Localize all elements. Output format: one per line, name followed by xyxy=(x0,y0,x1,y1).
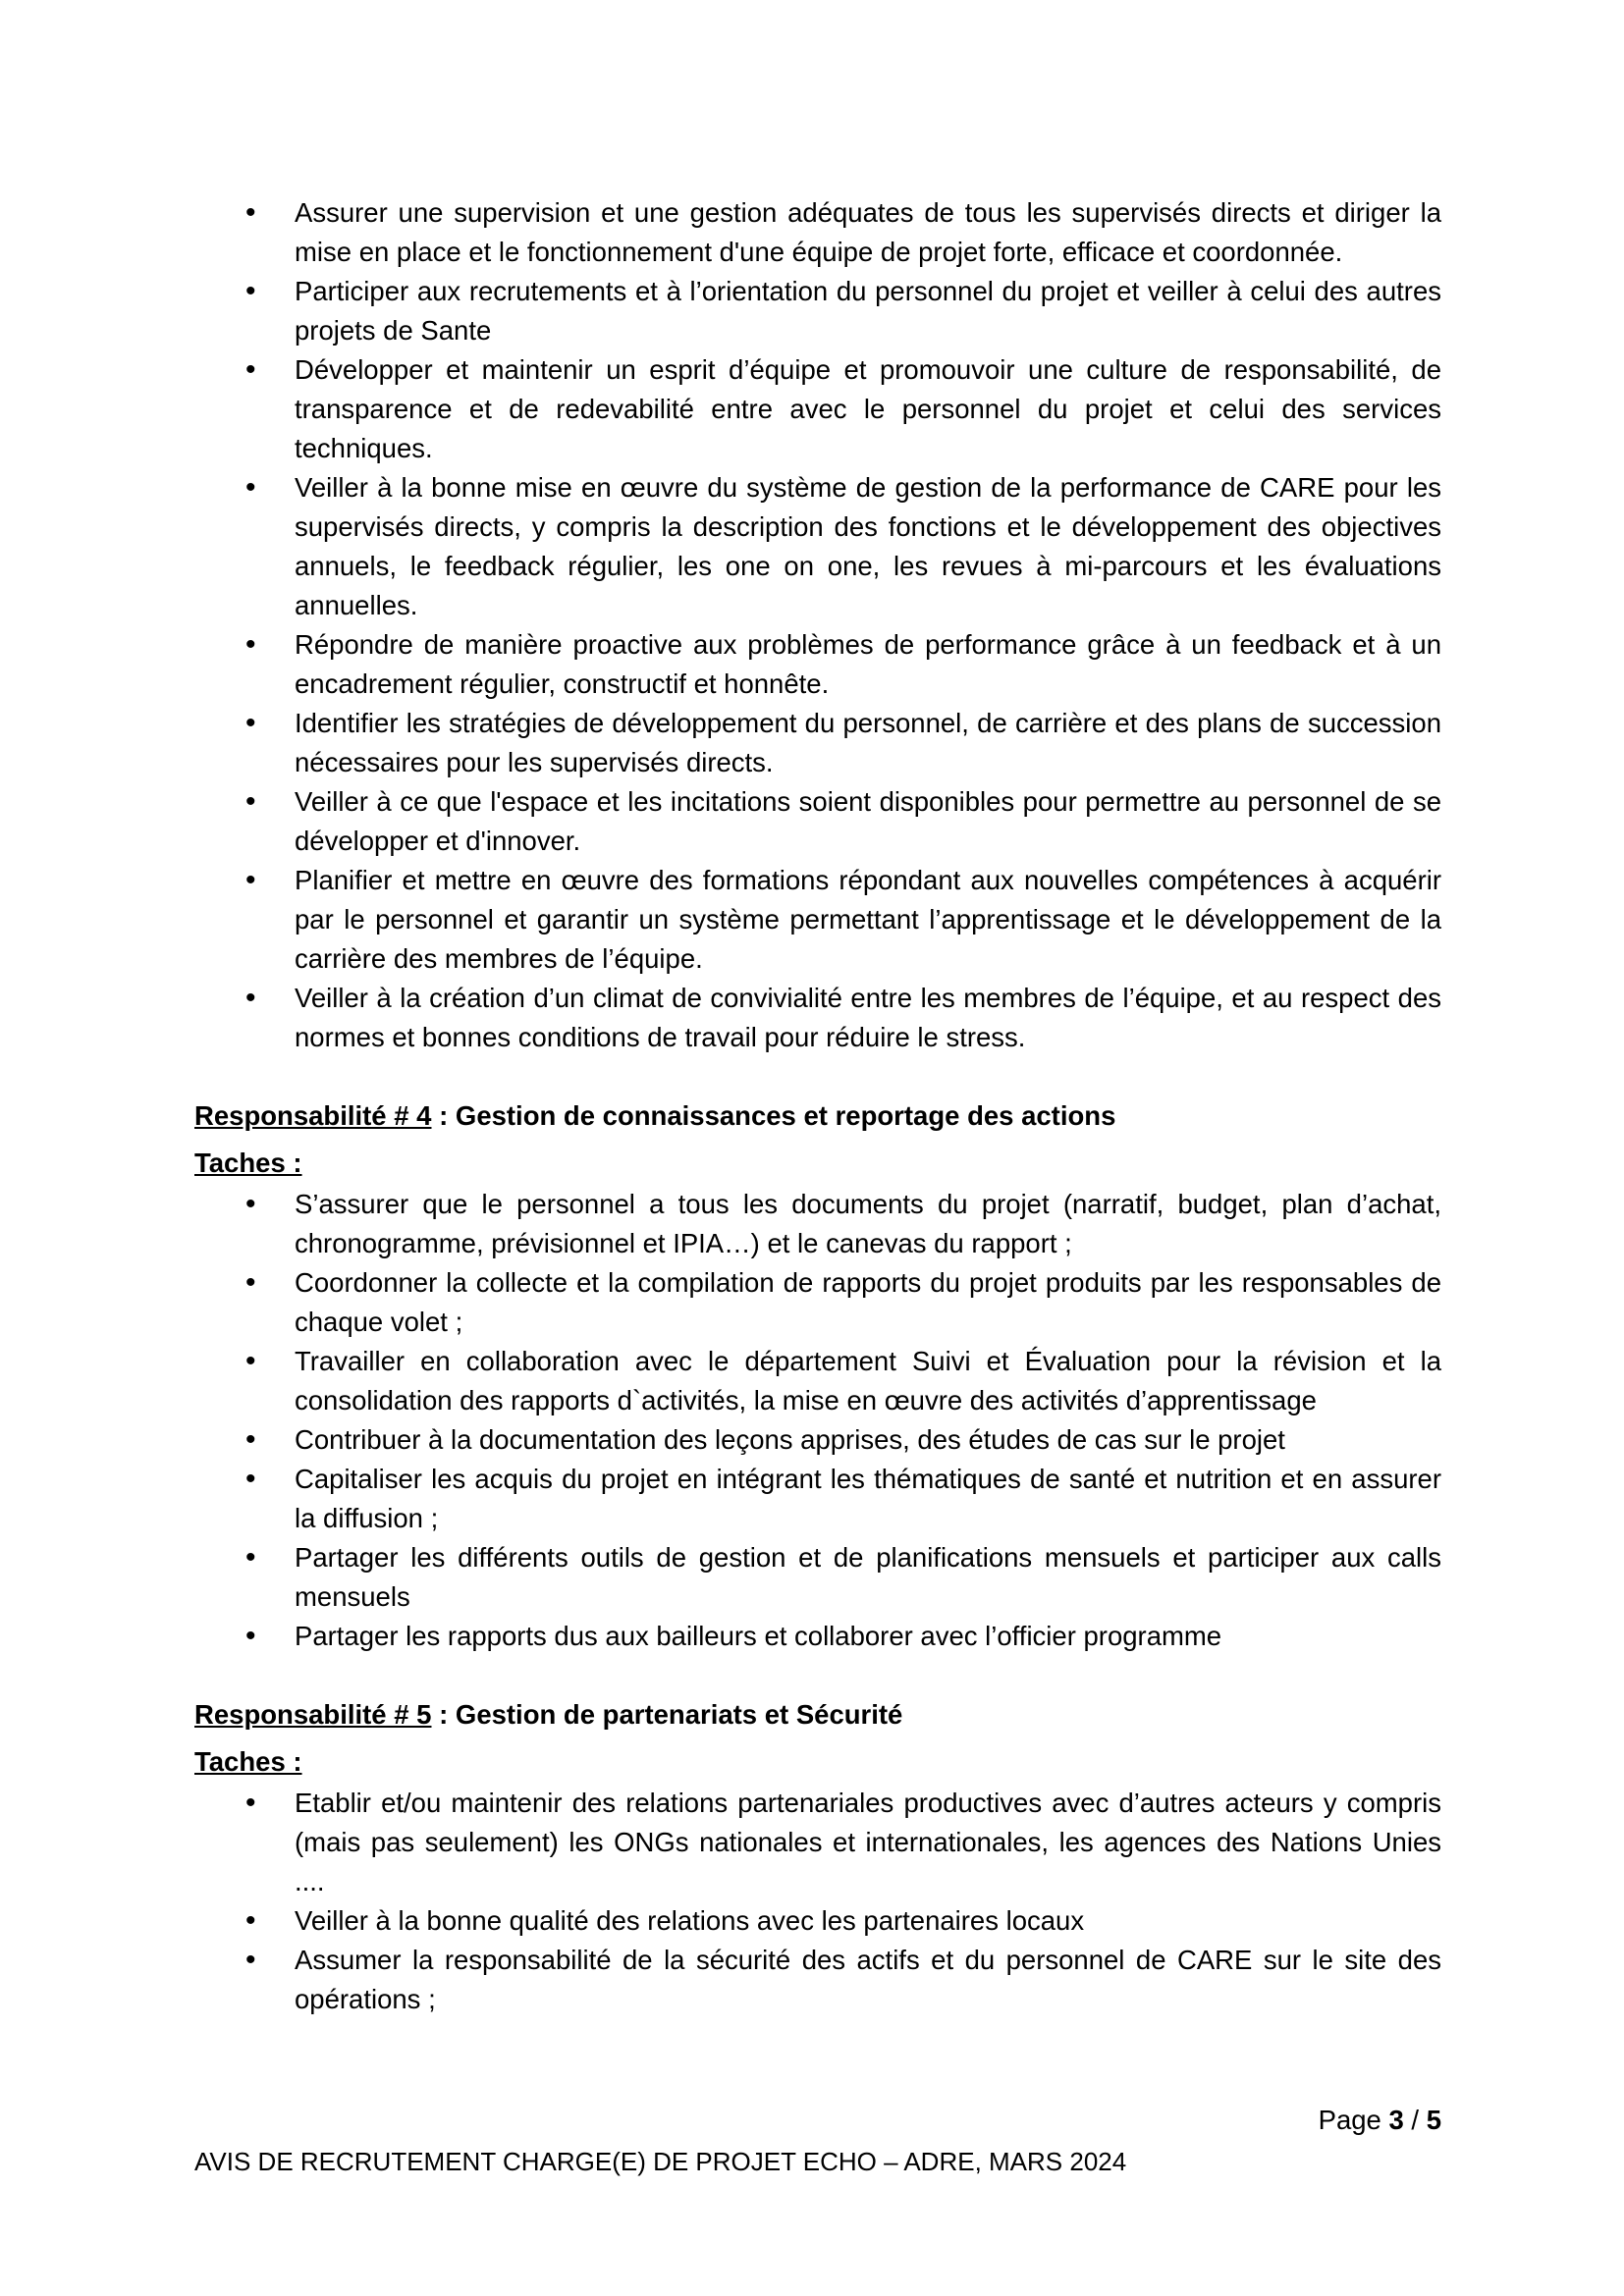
list-item: • Etablir et/ou maintenir des relations partenariales productives avec d’autres acteurs y compris (mais pas seulement) les ONGs nationales et internationales, les agences des Nations Unies .... xyxy=(194,1784,1441,1901)
list-item: • Identifier les stratégies de développement du personnel, de carrière et des plans de succession nécessaires pour les supervisés directs. xyxy=(194,704,1441,782)
section4-tasks-label: Taches : xyxy=(194,1148,302,1178)
page-label: Page xyxy=(1318,2105,1389,2135)
list-item: • Assumer la responsabilité de la sécurité des actifs et du personnel de CARE sur le site des opérations ; xyxy=(194,1941,1441,2019)
spacer xyxy=(194,1057,1441,1096)
list-item: • Veiller à la bonne qualité des relations avec les partenaires locaux xyxy=(194,1901,1441,1941)
page-content xyxy=(194,193,1441,2019)
section5-tasks-label: Taches : xyxy=(194,1746,302,1777)
list-item: • Capitaliser les acquis du projet en intégrant les thématiques de santé et nutrition et en assurer la diffusion ; xyxy=(194,1460,1441,1538)
list-item: • Partager les différents outils de gestion et de planifications mensuels et participer aux calls mensuels xyxy=(194,1538,1441,1617)
page-separator: / xyxy=(1403,2105,1427,2135)
section4-title: : Gestion de connaissances et reportage des actions xyxy=(431,1100,1116,1131)
section5-ref: Responsabilité # 5 xyxy=(194,1699,432,1730)
list-item: • Contribuer à la documentation des leçons apprises, des études de cas sur le projet xyxy=(194,1420,1441,1460)
list-item: • Travailler en collaboration avec le département Suivi et Évaluation pour la révision et la consolidation des rapports d`activités, la mise en œuvre des activités d’apprentissage xyxy=(194,1342,1441,1420)
list-item: • Coordonner la collecte et la compilation de rapports du projet produits par les responsables de chaque volet ; xyxy=(194,1263,1441,1342)
list-item: • Veiller à ce que l'espace et les incitations soient disponibles pour permettre au personnel de se développer et d'innover. xyxy=(194,782,1441,861)
list-item: • S’assurer que le personnel a tous les documents du projet (narratif, budget, plan d’achat, chronogramme, prévisionnel et IPIA…) et le canevas du rapport ; xyxy=(194,1185,1441,1263)
section5-heading xyxy=(194,1695,1441,1735)
section4-task-list xyxy=(194,1185,1441,1656)
list-item: • Veiller à la création d’un climat de convivialité entre les membres de l’équipe, et au respect des normes et bonnes conditions de travail pour réduire le stress. xyxy=(194,979,1441,1057)
list-item: • Répondre de manière proactive aux problèmes de performance grâce à un feedback et à un encadrement régulier, constructif et honnête. xyxy=(194,625,1441,704)
list-item: • Développer et maintenir un esprit d’équipe et promouvoir une culture de responsabilité, de transparence et de redevabilité entre avec le personnel du projet et celui des services techniques. xyxy=(194,350,1441,468)
page-number xyxy=(1319,2101,1441,2140)
list-item: • Veiller à la bonne mise en œuvre du système de gestion de la performance de CARE pour les supervisés directs, y compris la description des fonctions et le développement des objectives annuels, le feedback régulier, les one on one, les revues à mi-parcours et les évaluations annuelles. xyxy=(194,468,1441,625)
section5-title: : Gestion de partenariats et Sécurité xyxy=(431,1699,903,1730)
section5-task-list xyxy=(194,1784,1441,2019)
list-item: • Partager les rapports dus aux bailleurs et collaborer avec l’officier programme xyxy=(194,1617,1441,1656)
page-current: 3 xyxy=(1388,2105,1404,2135)
section4-heading xyxy=(194,1096,1441,1136)
list-item: • Assurer une supervision et une gestion adéquates de tous les supervisés directs et diriger la mise en place et le fonctionnement d'une équipe de projet forte, efficace et coordonnée. xyxy=(194,193,1441,272)
list-item: • Participer aux recrutements et à l’orientation du personnel du projet et veiller à celui des autres projets de Sante xyxy=(194,272,1441,350)
page-footer: AVIS DE RECRUTEMENT CHARGE(E) DE PROJET ECHO – ADRE, MARS 2024 xyxy=(194,2147,1127,2176)
section4-ref: Responsabilité # 4 xyxy=(194,1100,432,1131)
section3-task-list xyxy=(194,193,1441,1057)
page-total: 5 xyxy=(1426,2105,1441,2135)
spacer xyxy=(194,1656,1441,1695)
list-item: • Planifier et mettre en œuvre des formations répondant aux nouvelles compétences à acquérir par le personnel et garantir un système permettant l’apprentissage et le développement de la carrière des membres de l’équipe. xyxy=(194,861,1441,979)
